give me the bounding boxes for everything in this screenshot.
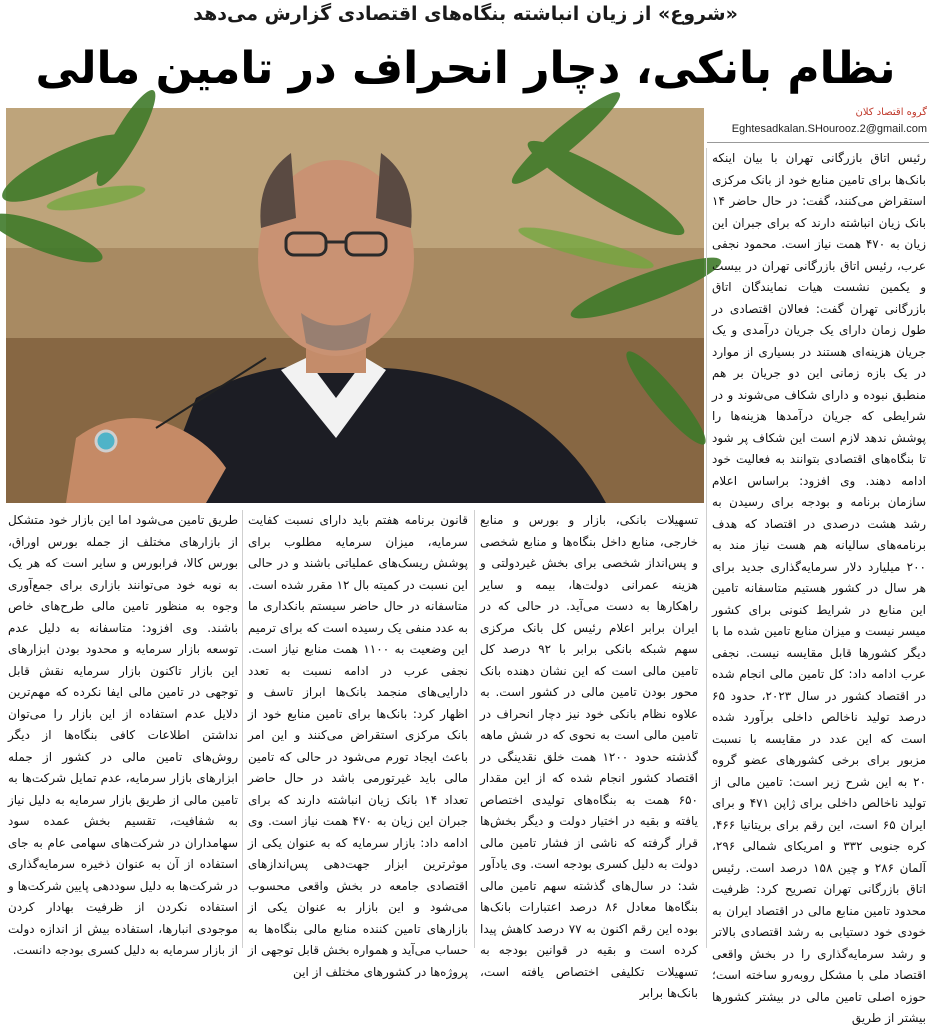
byline	[707, 105, 929, 145]
article-kicker: «شروع» از زیان انباشته بنگاه‌های اقتصادی گزارش می‌دهد	[193, 3, 738, 25]
portrait-illustration	[6, 108, 704, 503]
byline-team: گروه اقتصاد کلان	[855, 107, 927, 118]
column-divider	[474, 510, 475, 948]
column-divider	[242, 510, 243, 948]
article-headline: نظام بانکی، دچار انحراف در تامین مالی	[35, 43, 896, 94]
article-column-3: قانون برنامه هفتم باید دارای نسبت کفایت سرمایه، میزان سرمایه مطلوب برای پوشش ریسک‌های عملیاتی باشند و در حالی این نسبت در کمیته بال ۱۲ مقرر شده است. متاسفانه در حال حاضر سیستم بانکداری ما به عدد منفی یک رسیده است که برای ترمیم این وضعیت به ۱۱۰۰ همت منابع نیاز است. نجفی عرب در ادامه نسبت به تعدد دارایی‌های منجمد بانک‌ها ابراز تاسف و اظهار کرد: بانک‌ها برای تامین منابع خود از بانک مرکزی استقراض می‌کنند و این امر باعث ایجاد تورم می‌شود در حالی که تامین مالی باید غیرتورمی باشد در حال حاضر تعداد ۱۴ بانک زیان انباشته دارند که برای جبران این زیان به ۴۷۰ همت نیاز است. وی ادامه داد: بازار سرمایه که به عنوان یکی از موثرترین ابزار جهت‌دهی پس‌اندازهای اقتصادی جامعه در بخش واقعی محسوب می‌شود و این بازار به عنوان یکی از بازارهای تامین کننده منابع مالی بنگاه‌ها به حساب می‌آید و همواره بخش قابل توجهی از پروژه‌ها در کشورهای مختلف از این	[248, 513, 469, 979]
byline-divider	[707, 142, 929, 143]
article-column-1: رئیس اتاق بازرگانی تهران با بیان اینکه بانک‌ها برای تامین منابع خود از بانک مرکزی استقراض می‌کنند، گفت: در حال حاضر ۱۴ بانک زیان انباشته دارند که برای جبران این زیان به ۴۷۰ همت نیاز است. محمود نجفی عرب، رئیس اتاق بازرگانی تهران در بیست و یکمین نشست هیات نمایندگان اتاق بازرگانی تهران گفت: فعالان اقتصادی در طول زمان دارای یک جریان درآمدی و یک جریان هزینه‌ای هستند در بسیاری از موارد در یک بازه زمانی این دو جریان بر هم منطبق نبوده و دارای شکاف می‌شوند و در شرایطی که جریان درآمدها هزینه‌ها را پوشش ندهد لازم است این شکاف پر شود تا بنگاه‌های اقتصادی بتوانند به فعالیت خود ادامه دهند. وی افزود: براساس اعلام سازمان برنامه و بودجه برای رسیدن به رشد هشت درصدی در اقتصاد که هدف برنامه‌های سالیانه هم هست نیاز مند به ۲۰۰ میلیارد دلار سرمایه‌گذاری جدید برای هر سال در کشور هستیم متاسفانه تامین این منابع در شرایط کنونی برای کشور میسر نیست و میزان منابع تامین شده ما با دیگر کشورها قابل مقایسه نیست. نجفی عرب ادامه داد: کل تامین مالی انجام شده در اقتصاد کشور در سال ۲۰۲۳، حدود ۶۵ درصد تولید ناخالص داخلی برآورد شده است که این عدد در مقایسه با نسبت مزبور برای برخی کشورهای عضو گروه ۲۰ به این شرح زیر است: تامین مالی از تولید ناخالص داخلی برای ژاپن ۴۷۱ و برای ایران ۶۵ است، این رقم برای بریتانیا ۴۶۶، کره جنوبی ۳۳۲ و امریکای شمالی ۲۹۶، آلمان ۲۸۶ و چین ۱۵۸ درصد است. رئیس اتاق بازرگانی تهران تصریح کرد: ظرفیت محدود تامین منابع مالی در اقتصاد ایران به خودی خود دستیابی به رشد اقتصادی بالاتر و رشد سرمایه‌گذاری را در بخش واقعی اقتصاد ملی با مشکل روبه‌رو ساخته است؛ حوزه اصلی تامین مالی در بیشتر کشورها بیشتر از طریق	[711, 151, 927, 1025]
byline-email[interactable]: Eghtesadkalan.SHourooz.2@gmail.com	[731, 123, 927, 135]
article-photo	[6, 108, 704, 503]
article-column-4: طریق تامین می‌شود اما این بازار خود متشکل از بازارهای مختلف از جمله بورس اوراق، بورس کالا، فرابورس و سایر است که هر یک به نوبه خود می‌توانند بازاری برای جمع‌آوری وجوه به منظور تامین مالی طرح‌های خاص باشند. وی افزود: متاسفانه به دلیل عدم توسعه بازار سرمایه و محدود بودن ابزارهای این بازار تاکنون بازار سرمایه نقش قابل توجهی در تامین مالی ایفا نکرده که مهم‌ترین دلایل عدم استفاده از این بازار را می‌توان نداشتن اطلاعات کافی بنگاه‌ها از دیگر روش‌های تامین مالی در کشور از جمله ابزارهای بازار سرمایه، عدم تمایل شرکت‌ها به تامین مالی از طریق بازار سرمایه به دلیل نیاز به شفافیت، تقسیم بخش عمده سود سهامداران در شرکت‌های سهامی عام به جای استفاده از آن به عنوان ذخیره سرمایه‌گذاری در شرکت‌ها به دلیل سوددهی پایین شرکت‌ها و استفاده نکردن از ظرفیت بهادار کردن موجودی انبارها، استفاده بیش از اندازه دولت از بازار سرمایه به دلیل کسری بودجه دانست.	[8, 513, 238, 957]
column-divider	[706, 148, 707, 948]
article-column-2: تسهیلات بانکی، بازار و بورس و منابع خارجی، منابع داخل بنگاه‌ها و منابع شخصی و پس‌انداز شخصی برای بخش غیردولتی و هزینه عمرانی دولت‌ها، بیمه و سایر راهکارها به دست می‌آید. در حالی که در ایران برابر اعلام رئیس کل بانک مرکزی سهم شبکه بانکی برابر با ۹۲ درصد کل تامین مالی است که این نشان دهنده بانک محور بودن تامین مالی در کشور است. به علاوه نظام بانکی خود نیز دچار انحراف در تامین مالی است به نحوی که در شش ماهه گذشته حدود ۱۲۰۰ همت خلق نقدینگی در اقتصاد کشور انجام شده که از این مقدار ۶۵۰ همت به بنگاه‌های تولیدی اختصاص یافته و بقیه در اختیار دولت و دیگر بخش‌ها قرار گرفته که ناشی از فشار تامین مالی دولت به دلیل کسری بودجه است. وی یادآور شد: در سال‌های گذشته سهم تامین مالی بنگاه‌ها معادل ۸۶ درصد اعتبارات بانک‌ها بوده این رقم اکنون به ۷۷ درصد کاهش پیدا کرده است و بقیه در قوانین بودجه به تسهیلات تکلیفی اختصاص یافته است، بانک‌ها برابر	[480, 513, 698, 1000]
